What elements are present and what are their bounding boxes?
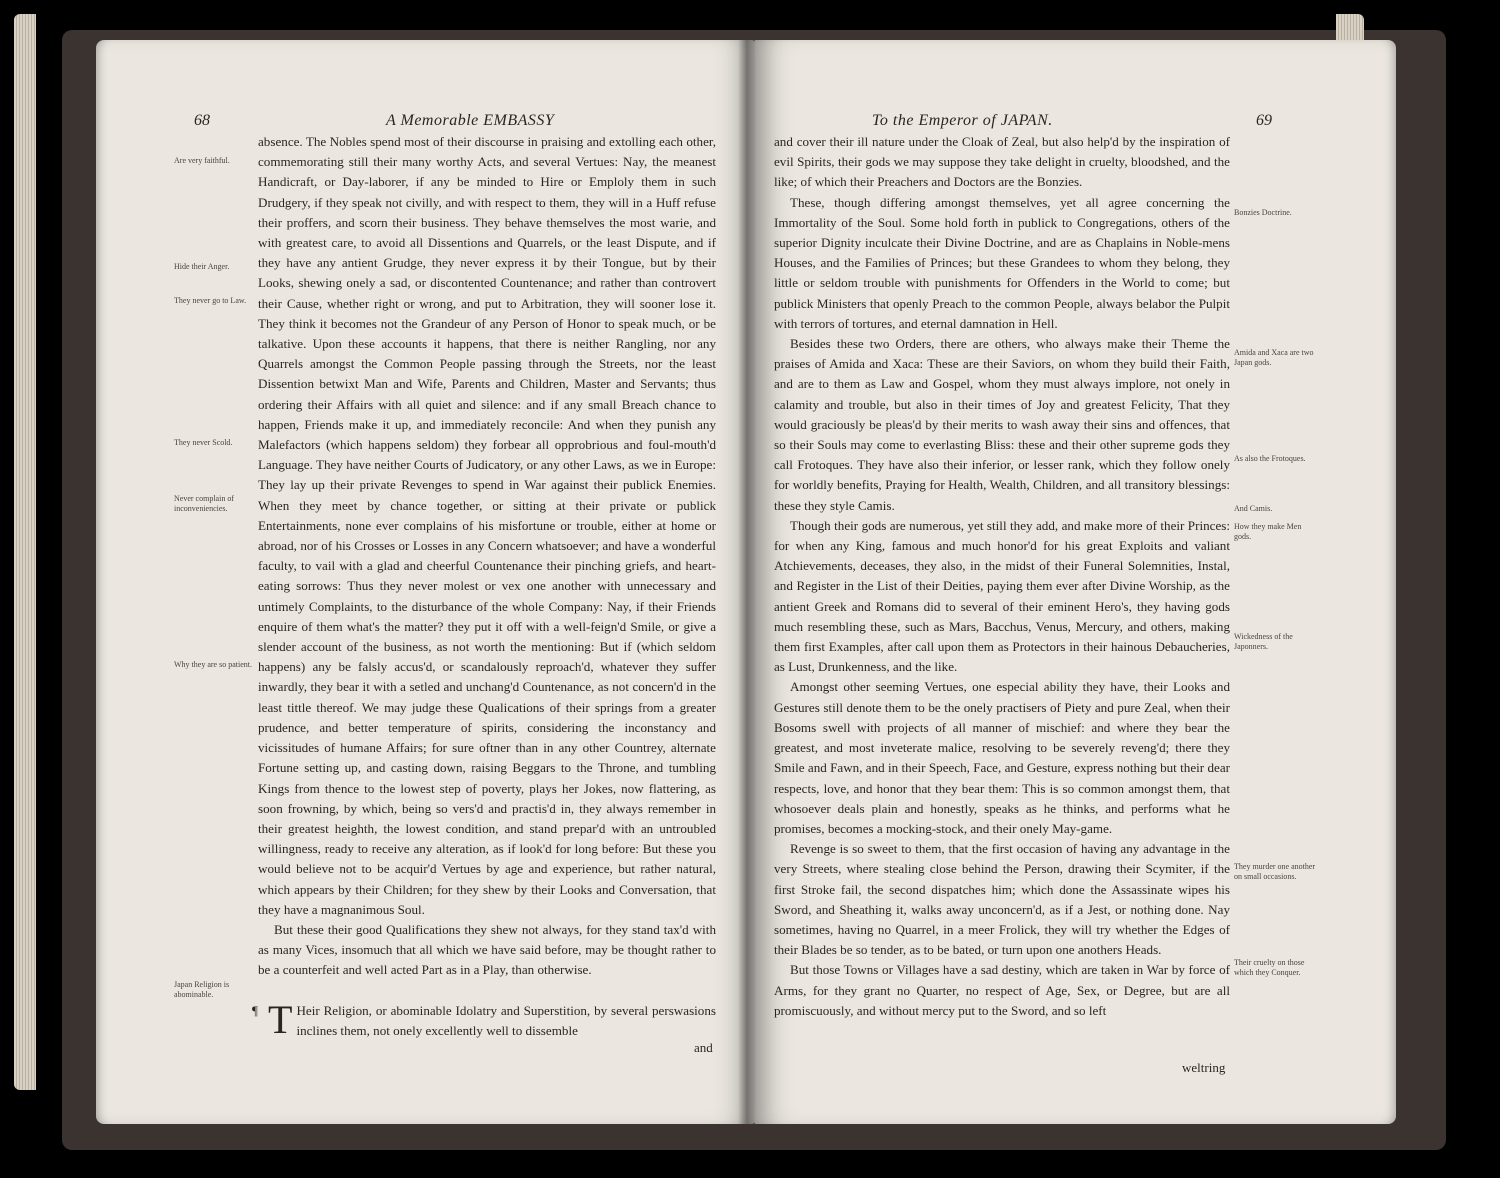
margin-note: They murder one another on small occasions. [1234, 862, 1316, 881]
left-page [96, 40, 754, 1124]
left-page-edges [14, 14, 36, 1090]
paragraph: Amongst other seeming Vertues, one especial ability they have, their Looks and Gestures still denote them to be the onely practisers of Piety and pure Zeal, when their Bosoms swell with projects of all manner of mischief: and where they bear the greatest, and most inveterate malice, resolving to be severely reveng'd; there they Smile and Fawn, and in their Speech, Face, and Gesture, express nothing but their dear respects, love, and honor that they bear them: This is so common amongst them, that whosoever deals plain and honestly, speaks as he thinks, and performs what he promises, becomes a mocking-stock, and their onely May-game. [774, 679, 1230, 836]
margin-note: As also the Frotoques. [1234, 454, 1306, 463]
right-catchword: weltring [1182, 1060, 1226, 1075]
paragraph: These, though differing amongst themselves, yet all agree concerning the Immortality of the Soul. Some hold forth in publick to Congregations, others of the superior Dignity inculcate their Divine Doctrine, and are as Chaplains in Noble-mens Houses, and the Families of Princes; but these Grandees to whom they belong, they little or seldom trouble with punishments for Offenders in the World to come; but publick Ministers that openly Preach to the common People, always belabor the Pulpit with terrors of tortures, and eternal damnation in Hell. [774, 194, 1230, 331]
left-body-text [252, 132, 716, 1042]
book-gutter [738, 40, 756, 1124]
margin-note: And Camis. [1234, 504, 1273, 513]
margin-note: They never go to Law. [174, 296, 247, 305]
section-mark: ¶ [252, 1002, 258, 1018]
paragraph: and cover their ill nature under the Cloak of Zeal, but also help'd by the inspiration of evil Spirits, their gods we may suppose they take delight in cruelty, bloodshed, and the like; of which their Preachers and Doctors are the Bonzies. [774, 134, 1230, 190]
left-page-number: 68 [194, 112, 210, 129]
right-body-text [774, 132, 1230, 1021]
left-running-head: A Memorable EMBASSY [386, 112, 555, 129]
margin-note: Their cruelty on those which they Conquer. [1234, 958, 1305, 977]
margin-note: Japan Religion is abominable. [174, 980, 230, 999]
margin-note: They never Scold. [174, 438, 233, 447]
paragraph: Heir Religion, or abominable Idolatry and Superstition, by several perswasions inclines them, not onely excellently well to dissemble [296, 1002, 716, 1038]
right-page-number: 69 [1256, 112, 1272, 129]
right-running-head: To the Emperor of JAPAN. [872, 112, 1053, 129]
margin-note: Wickedness of the Japonners. [1234, 632, 1293, 651]
paragraph: Revenge is so sweet to them, that the first occasion of having any advantage in the very Streets, where stealing close behind the Person, drawing their Scymiter, if the first Stroke fail, the second dispatches him; which done the Assassinate wipes his Sword, and Sheathing it, walks away unconcern'd, as if a Jest, or nothing done. Nay sometimes, having no Quarrel, in a meer Frolick, they will try whether the Edges of their Blades be so tender, as to be bated, or turn upon one anothers Heads. [774, 841, 1230, 958]
drop-cap: T [268, 996, 293, 1042]
margin-note: Why they are so patient. [174, 660, 252, 669]
margin-note: How they make Men gods. [1234, 522, 1302, 541]
paragraph: absence. The Nobles spend most of their discourse in praising and extolling each other, commemorating still their many worthy Acts, and several Vertues: Nay, the meanest Handicraft, or Day-laborer, if any be minded to Hire or Emploly them in such Drudgery, if they speak not civilly, and with respect to them, they will in a Huff refuse their proffers, and scorn their business. They behave themselves the most warie, and with greatest care, to avoid all Dissentions and Quarrels, or the least Dispute, and if they have any antient Grudge, they never express it by their Tongue, but by their Looks, shewing onely a sad, or discontented Countenance; and rather than controvert their Cause, whether right or wrong, and put to Arbitration, they will sooner lose it. They think it becomes not the Grandeur of any Person of Honor to speak much, or be talkative. Upon these accounts it happens, that there is neither Rangling, nor any Quarrels amongst the Common People passing through the Streets, nor the least Dissention betwixt Man and Wife, Parents and Children, Master and Servants; thus ordering their Affairs with all quiet and silence: and if any small Breach chance to happen, Friends make it up, and immediately reconcile: And when they punish any Malefactors (which happens seldom) they forbear all opprobrious and foul-mouth'd Language. They have neither Courts of Judicatory, or any other Laws, as we in Europe: They lay up their private Revenges to spend in War against their publick Enemies. When they meet by chance together, or sitting at their private or publick Entertainments, none ever complains of his misfortune or trouble, either at home or abroad, nor of his Crosses or Losses in any Concern whatsoever; and have a wonderful faculty, to vail with a glad and cheerful Countenance their pinching griefs, and heart-eating sorrows: Thus they never molest or vex one another with unnecessary and untimely Complaints, to the disturbance of the whole Company: Nay, if their Friends enquire of them what's the matter? they put it off with a well-feign'd Smile, or give a slender account of the business, as not worth the mentioning: But if (which seldom happens) any be falsly accus'd, or scandalously reproach'd, whatever they suffer inwardly, they bear it with a setled and unchang'd Countenance, as not concern'd in the least tittle thereof. We may judge these Qualications of their springs from a greater prudence, and better temperature of spirits, considering the inconstancy and vicissitudes of humane Affairs; for sure oftner than in any other Countrey, alternate Fortune setting up, and casting down, raising Beggars to the Throne, and tumbling Kings from thence to the lowest step of poverty, plays her Jokes, now flattering, as soon frowning, by which, being so vers'd and practis'd in, they always remember in their greatest heighth, the lowest condition, and stand prepar'd with an untroubled willingness, ready to receive any alteration, as if look'd for long before: But these you would believe not to be acquir'd Vertues by age and experience, but rather natural, which appears by their Children; for they shew by their Looks and Conversation, that they have a magnanimous Soul. [258, 134, 716, 917]
paragraph: Besides these two Orders, there are others, who always make their Theme the praises of Amida and Xaca: These are their Saviors, on whom they build their Faith, and are to them as Law and Gospel, whom they must always implore, not onely in calamity and trouble, but also in their times of Joy and greatest Felicity, That they would graciously be pleas'd by their merits to wash away their sins and offences, that so their Souls may come to everlasting Bliss: these and their other supreme gods they call Frotoques. They have also their inferior, or lesser rank, which they follow onely for worldly benefits, Praying for Health, Wealth, Children, and all transitory blessings: these they style Camis. [774, 336, 1230, 513]
right-page [754, 40, 1396, 1124]
margin-note: Amida and Xaca are two Japan gods. [1234, 348, 1314, 367]
margin-note: Never complain of inconveniencies. [174, 494, 234, 513]
margin-note: Bonzies Doctrine. [1234, 208, 1292, 217]
paragraph: But these their good Qualifications they shew not always, for they stand tax'd with as many Vices, insomuch that all which we have said before, may be thought rather to be a counterfeit and well acted Part as in a Play, than otherwise. [258, 921, 716, 978]
margin-note: Hide their Anger. [174, 262, 230, 271]
left-catchword: and [694, 1040, 713, 1055]
paragraph: But those Towns or Villages have a sad destiny, which are taken in War by force of Arms, for they grant no Quarter, no respect of Age, Sex, or Degree, but are all promiscuously, and without mercy put to the Sword, and so left [774, 962, 1230, 1018]
religion-paragraph [252, 996, 716, 1042]
paragraph: Though their gods are numerous, yet still they add, and make more of their Princes: for when any King, famous and much honor'd for his great Exploits and valiant Atchievements, deceases, they also, in the midst of their Funeral Solemnities, Instal, and Register in the List of their Deities, paying them ever after Divine Worship, as the antient Greek and Romans did to several of their eminent Hero's, they having gods much resembling these, such as Mars, Bacchus, Venus, Mercury, and others, making them first Examples, after call upon them as Protectors in their hainous Debaucheries, as Lust, Drunkenness, and the like. [774, 517, 1230, 675]
margin-note: Are very faithful. [174, 156, 230, 165]
